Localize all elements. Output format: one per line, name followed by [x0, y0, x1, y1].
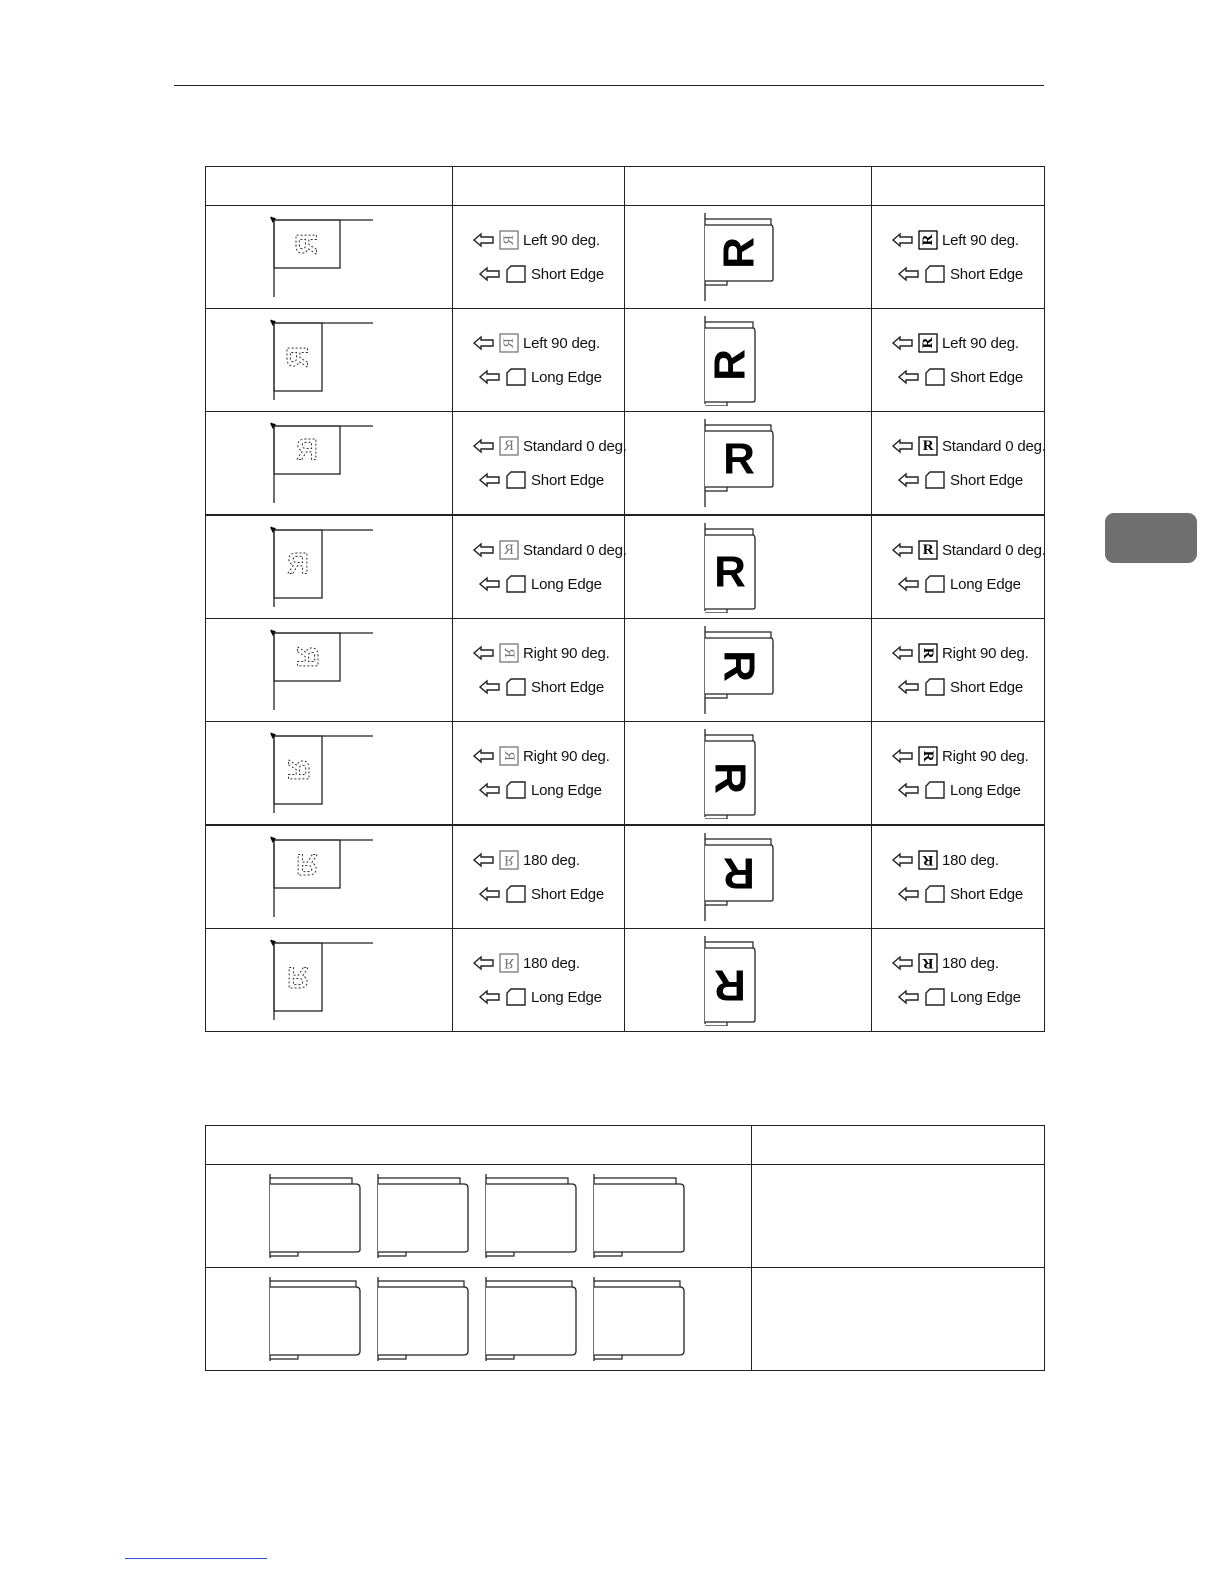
orientation-setting	[892, 223, 1044, 257]
bold-glyph: R	[705, 762, 755, 794]
edge-label: Long Edge	[531, 575, 602, 593]
bold-glyph: R	[714, 960, 746, 1010]
left-arrow-icon	[479, 886, 501, 902]
left-arrow-icon	[898, 266, 920, 282]
page-icon	[505, 780, 527, 800]
table-row	[206, 515, 1045, 619]
original-placement-cell	[206, 309, 453, 412]
left-arrow-icon	[898, 576, 920, 592]
exposure-glass-diagram	[269, 938, 389, 1022]
original-glyph-icon	[499, 643, 519, 663]
orientation-label: Standard 0 deg.	[942, 437, 1046, 455]
left-arrow-icon	[479, 266, 501, 282]
original-placement-cell	[206, 619, 453, 722]
edge-label: Short Edge	[531, 678, 605, 696]
dashed-glyph: R	[287, 547, 309, 581]
exposure-glass-diagram	[269, 835, 389, 919]
edge-label: Long Edge	[950, 575, 1021, 593]
orientation-label: Left 90 deg.	[523, 334, 600, 352]
edge-label: Long Edge	[531, 368, 602, 386]
original-glyph-icon	[918, 850, 938, 870]
header-rule	[174, 85, 1044, 86]
left-arrow-icon	[473, 335, 495, 351]
bold-glyph: R	[723, 848, 755, 898]
page-icon	[924, 884, 946, 904]
output-result-cell	[625, 619, 872, 722]
table-row	[206, 1268, 1045, 1371]
output-tray-diagram	[703, 934, 793, 1026]
output-tray-icon	[484, 1172, 582, 1260]
orientation-setting	[892, 843, 1044, 877]
glyph-letter: R	[501, 338, 517, 348]
page-icon	[924, 780, 946, 800]
edge-label: Short Edge	[950, 678, 1024, 696]
left-arrow-icon	[892, 542, 914, 558]
staple-table-header	[206, 1126, 1045, 1165]
dashed-glyph: R	[281, 346, 315, 368]
staple-table	[205, 1125, 1045, 1371]
glyph-letter: R	[504, 438, 514, 454]
original-placement-cell	[206, 412, 453, 516]
edge-setting	[892, 877, 1044, 911]
glyph-letter: R	[920, 337, 936, 349]
output-tray-diagram	[703, 314, 793, 406]
glyph-letter: R	[920, 750, 936, 762]
left-arrow-icon	[473, 438, 495, 454]
left-arrow-icon	[898, 782, 920, 798]
table-row	[206, 619, 1045, 722]
header-cell	[752, 1126, 1045, 1165]
edge-setting	[473, 670, 624, 704]
orientation-label: Left 90 deg.	[523, 231, 600, 249]
output-result-cell	[625, 825, 872, 929]
original-glyph-icon	[918, 230, 938, 250]
table-row	[206, 722, 1045, 826]
chapter-tab	[1105, 513, 1197, 563]
output-tray-icon	[376, 1275, 474, 1363]
output-result-cell	[625, 722, 872, 826]
left-arrow-icon	[892, 852, 914, 868]
glyph-letter: R	[922, 542, 934, 558]
edge-setting	[473, 257, 624, 291]
orientation-label: 180 deg.	[942, 851, 999, 869]
original-glyph-icon	[918, 746, 938, 766]
glyph-letter: R	[920, 647, 936, 659]
setting-cell	[453, 929, 625, 1032]
orientation-setting	[892, 326, 1044, 360]
setting-cell	[872, 515, 1045, 619]
left-arrow-icon	[479, 369, 501, 385]
orientation-table-header	[206, 167, 1045, 206]
dashed-glyph: R	[281, 759, 315, 781]
edge-setting	[473, 360, 624, 394]
dashed-glyph: R	[287, 960, 309, 994]
left-arrow-icon	[892, 335, 914, 351]
original-glyph-icon	[499, 953, 519, 973]
table-row	[206, 206, 1045, 309]
description-cell	[752, 1268, 1045, 1371]
orientation-label: Right 90 deg.	[942, 644, 1029, 662]
exposure-glass-diagram	[269, 731, 389, 815]
header-cell	[206, 1126, 752, 1165]
setting-cell	[453, 619, 625, 722]
edge-setting	[473, 877, 624, 911]
tray-illustration-cell	[206, 1268, 752, 1371]
orientation-label: Left 90 deg.	[942, 334, 1019, 352]
orientation-label: Standard 0 deg.	[523, 437, 627, 455]
setting-cell	[872, 206, 1045, 309]
orientation-label: Left 90 deg.	[942, 231, 1019, 249]
glyph-letter: R	[501, 235, 517, 245]
left-arrow-icon	[473, 748, 495, 764]
output-tray-diagram	[703, 521, 793, 613]
orientation-setting	[473, 326, 624, 360]
original-glyph-icon	[918, 953, 938, 973]
left-arrow-icon	[473, 232, 495, 248]
output-tray-diagram	[703, 211, 793, 303]
original-placement-cell	[206, 929, 453, 1032]
footer-link-rule	[125, 1558, 267, 1559]
page-icon	[924, 677, 946, 697]
setting-cell	[453, 515, 625, 619]
left-arrow-icon	[892, 748, 914, 764]
edge-setting	[892, 980, 1044, 1014]
bold-glyph: R	[705, 349, 755, 381]
bold-glyph: R	[714, 547, 746, 597]
table-row	[206, 929, 1045, 1032]
original-glyph-icon	[499, 333, 519, 353]
page-icon	[505, 367, 527, 387]
output-result-cell	[625, 412, 872, 516]
edge-label: Long Edge	[950, 988, 1021, 1006]
edge-setting	[892, 463, 1044, 497]
bold-glyph: R	[723, 434, 755, 484]
table-row	[206, 412, 1045, 516]
edge-setting	[473, 567, 624, 601]
original-placement-cell	[206, 722, 453, 826]
orientation-setting	[892, 429, 1044, 463]
glyph-letter: R	[504, 955, 514, 971]
left-arrow-icon	[473, 542, 495, 558]
orientation-setting	[473, 739, 624, 773]
edge-setting	[892, 257, 1044, 291]
header-cell	[453, 167, 625, 206]
orientation-setting	[473, 946, 624, 980]
left-arrow-icon	[892, 232, 914, 248]
orientation-label: 180 deg.	[942, 954, 999, 972]
original-glyph-icon	[918, 333, 938, 353]
left-arrow-icon	[479, 782, 501, 798]
output-result-cell	[625, 515, 872, 619]
dashed-glyph: R	[290, 233, 324, 255]
left-arrow-icon	[892, 438, 914, 454]
output-tray-icon	[592, 1172, 690, 1260]
output-tray-icon	[268, 1172, 366, 1260]
page-icon	[924, 574, 946, 594]
page-icon	[924, 470, 946, 490]
glyph-letter: R	[501, 648, 517, 658]
output-tray-diagram	[703, 624, 793, 716]
output-tray-icon	[592, 1275, 690, 1363]
original-glyph-icon	[918, 540, 938, 560]
output-tray-diagram	[703, 727, 793, 819]
glyph-letter: R	[504, 542, 514, 558]
edge-setting	[473, 980, 624, 1014]
left-arrow-icon	[479, 989, 501, 1005]
orientation-label: Right 90 deg.	[523, 644, 610, 662]
orientation-setting	[892, 636, 1044, 670]
glyph-letter: R	[504, 852, 514, 868]
original-placement-cell	[206, 825, 453, 929]
dashed-glyph: R	[290, 646, 324, 668]
output-result-cell	[625, 929, 872, 1032]
setting-cell	[872, 825, 1045, 929]
page-icon	[924, 264, 946, 284]
left-arrow-icon	[473, 645, 495, 661]
setting-cell	[453, 206, 625, 309]
edge-label: Short Edge	[531, 885, 605, 903]
edge-label: Long Edge	[950, 781, 1021, 799]
left-arrow-icon	[473, 852, 495, 868]
output-tray-diagram	[703, 417, 793, 509]
original-glyph-icon	[499, 436, 519, 456]
original-glyph-icon	[499, 540, 519, 560]
dashed-glyph: R	[296, 847, 318, 881]
orientation-setting	[892, 946, 1044, 980]
orientation-label: Standard 0 deg.	[942, 541, 1046, 559]
edge-setting	[473, 773, 624, 807]
exposure-glass-diagram	[269, 318, 389, 402]
left-arrow-icon	[898, 989, 920, 1005]
glyph-letter: R	[501, 751, 517, 761]
left-arrow-icon	[892, 955, 914, 971]
header-cell	[625, 167, 872, 206]
left-arrow-icon	[479, 679, 501, 695]
original-placement-cell	[206, 206, 453, 309]
dashed-glyph: R	[296, 433, 318, 467]
original-glyph-icon	[499, 746, 519, 766]
setting-cell	[872, 309, 1045, 412]
edge-setting	[892, 773, 1044, 807]
left-arrow-icon	[898, 886, 920, 902]
setting-cell	[453, 309, 625, 412]
orientation-setting	[473, 429, 627, 463]
bold-glyph: R	[714, 237, 764, 269]
edge-label: Short Edge	[950, 368, 1024, 386]
table-row	[206, 1165, 1045, 1268]
output-result-cell	[625, 206, 872, 309]
left-arrow-icon	[898, 679, 920, 695]
output-tray-icon	[268, 1275, 366, 1363]
tray-illustration-cell	[206, 1165, 752, 1268]
edge-label: Short Edge	[950, 265, 1024, 283]
exposure-glass-diagram	[269, 628, 389, 712]
table-row	[206, 825, 1045, 929]
setting-cell	[872, 929, 1045, 1032]
left-arrow-icon	[898, 369, 920, 385]
original-glyph-icon	[499, 230, 519, 250]
orientation-label: Standard 0 deg.	[523, 541, 627, 559]
output-tray-icon	[376, 1172, 474, 1260]
page-icon	[924, 987, 946, 1007]
left-arrow-icon	[473, 955, 495, 971]
setting-cell	[872, 722, 1045, 826]
left-arrow-icon	[892, 645, 914, 661]
edge-setting	[892, 360, 1044, 394]
edge-label: Long Edge	[531, 781, 602, 799]
orientation-label: 180 deg.	[523, 851, 580, 869]
page-icon	[505, 264, 527, 284]
page-icon	[505, 987, 527, 1007]
edge-setting	[892, 670, 1044, 704]
left-arrow-icon	[479, 576, 501, 592]
orientation-setting	[473, 533, 627, 567]
left-arrow-icon	[898, 472, 920, 488]
page-icon	[924, 367, 946, 387]
header-cell	[206, 167, 453, 206]
header-cell	[872, 167, 1045, 206]
edge-label: Short Edge	[950, 885, 1024, 903]
glyph-letter: R	[922, 955, 934, 971]
glyph-letter: R	[922, 438, 934, 454]
edge-label: Long Edge	[531, 988, 602, 1006]
exposure-glass-diagram	[269, 421, 389, 505]
orientation-setting	[473, 223, 624, 257]
orientation-setting	[892, 533, 1044, 567]
orientation-setting	[473, 636, 624, 670]
edge-setting	[892, 567, 1044, 601]
page-icon	[505, 884, 527, 904]
original-glyph-icon	[918, 436, 938, 456]
exposure-glass-diagram	[269, 525, 389, 609]
setting-cell	[872, 619, 1045, 722]
setting-cell	[453, 825, 625, 929]
edge-label: Short Edge	[531, 265, 605, 283]
setting-cell	[453, 722, 625, 826]
original-glyph-icon	[918, 643, 938, 663]
orientation-label: Right 90 deg.	[942, 747, 1029, 765]
exposure-glass-diagram	[269, 215, 389, 299]
orientation-setting	[892, 739, 1044, 773]
edge-label: Short Edge	[531, 471, 605, 489]
setting-cell	[453, 412, 625, 516]
table-row	[206, 309, 1045, 412]
glyph-letter: R	[922, 852, 934, 868]
output-result-cell	[625, 309, 872, 412]
left-arrow-icon	[479, 472, 501, 488]
edge-setting	[473, 463, 624, 497]
page-icon	[505, 574, 527, 594]
description-cell	[752, 1165, 1045, 1268]
orientation-table	[205, 166, 1045, 1032]
output-tray-diagram	[703, 831, 793, 923]
edge-label: Short Edge	[950, 471, 1024, 489]
setting-cell	[872, 412, 1045, 516]
output-tray-icon	[484, 1275, 582, 1363]
glyph-letter: R	[920, 234, 936, 246]
original-placement-cell	[206, 515, 453, 619]
page-icon	[505, 677, 527, 697]
orientation-label: Right 90 deg.	[523, 747, 610, 765]
bold-glyph: R	[714, 650, 764, 682]
orientation-label: 180 deg.	[523, 954, 580, 972]
original-glyph-icon	[499, 850, 519, 870]
orientation-setting	[473, 843, 624, 877]
page-icon	[505, 470, 527, 490]
